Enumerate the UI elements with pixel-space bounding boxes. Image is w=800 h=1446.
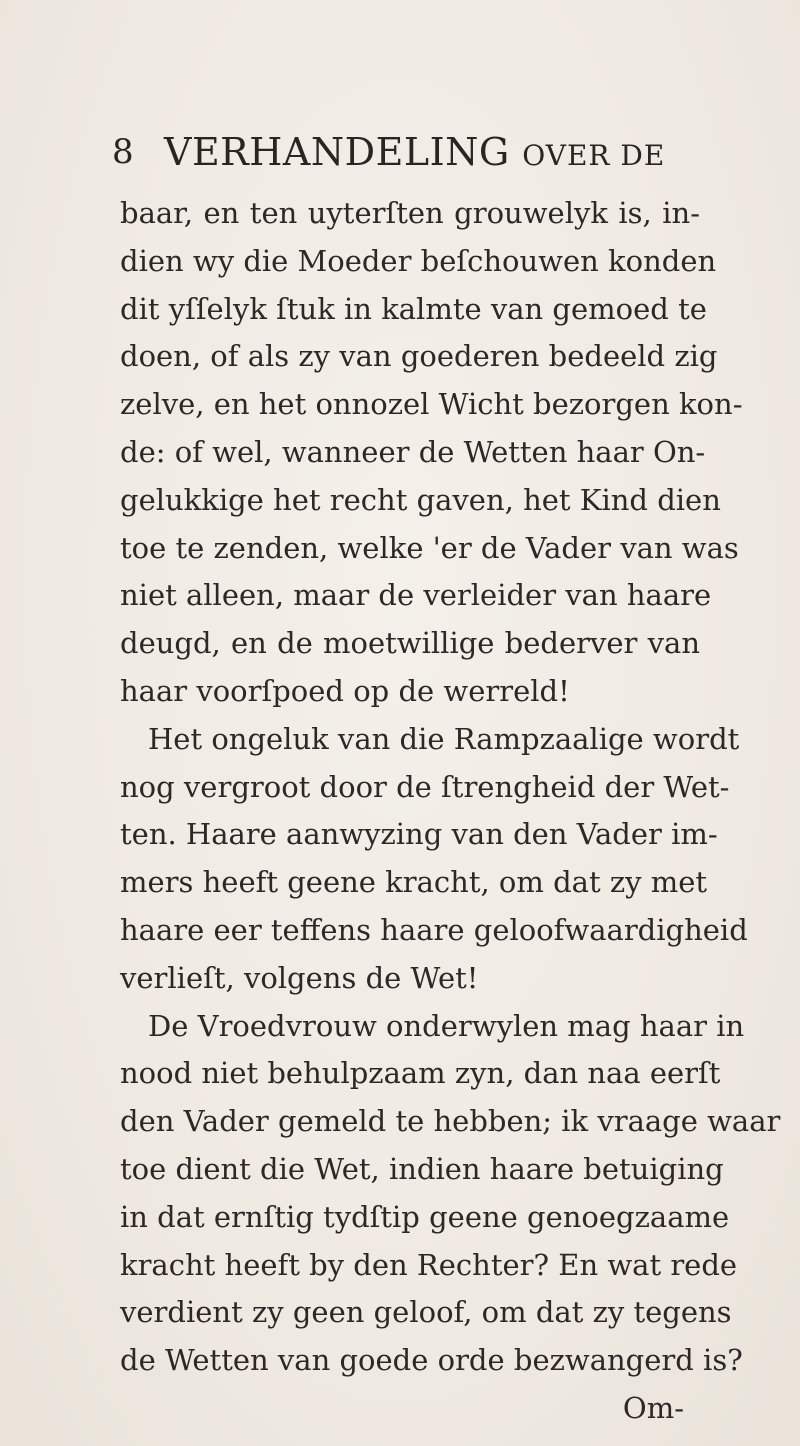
text-line: dit yſſelyk ſtuk in kalmte van gemoed te bbox=[120, 291, 707, 326]
text-line: niet alleen, maar de verleider van haare bbox=[120, 578, 712, 613]
text-line: nog vergroot door de ſtrengheid der Wet- bbox=[120, 769, 730, 804]
text-line: dien wy die Moeder beſchouwen konden bbox=[120, 243, 717, 278]
text-line: de Wetten van goede orde bezwangerd is? bbox=[120, 1343, 743, 1378]
text-line: mers heeft geene kracht, om dat zy met bbox=[120, 865, 708, 900]
text-line: Het ongeluk van die Rampzaalige wordt bbox=[148, 721, 740, 756]
running-head-small: OVER DE bbox=[522, 139, 666, 172]
text-line: ten. Haare aanwyzing van den Vader im- bbox=[120, 817, 718, 852]
text-line: verlieſt, volgens de Wet! bbox=[120, 960, 479, 995]
text-line: toe te zenden, welke 'er de Vader van was bbox=[120, 530, 739, 565]
text-line: nood niet behulpzaam zyn, dan naa eerſt bbox=[120, 1056, 721, 1091]
running-head bbox=[164, 130, 665, 174]
text-line: zelve, en het onnozel Wicht bezorgen kon- bbox=[120, 387, 743, 422]
text-line: deugd, en de moetwillige bederver van bbox=[120, 626, 700, 661]
text-line: toe dient die Wet, indien haare betuiging bbox=[120, 1151, 724, 1186]
text-line: haar voorſpoed op de werreld! bbox=[120, 673, 570, 708]
text-line: in dat ernſtig tydſtip geene genoegzaame bbox=[120, 1199, 730, 1234]
running-head-main: VERHANDELING bbox=[164, 130, 510, 174]
text-line: haare eer teffens haare geloofwaardigheid bbox=[120, 912, 748, 947]
text-line: den Vader gemeld te hebben; ik vraage waar bbox=[120, 1104, 781, 1139]
page-number: 8 bbox=[112, 132, 134, 172]
text-line: baar, en ten uyterſten grouwelyk is, in- bbox=[120, 196, 700, 230]
text-line: de: of wel, wanneer de Wetten haar On- bbox=[120, 434, 706, 469]
text-line: verdient zy geen geloof, om dat zy tegens bbox=[120, 1295, 732, 1330]
catchword: Om- bbox=[622, 1390, 684, 1425]
text-line: De Vroedvrouw onderwylen mag haar in bbox=[148, 1008, 745, 1043]
page-header bbox=[112, 128, 672, 180]
text-line: kracht heeft by den Rechter? En wat rede bbox=[120, 1247, 738, 1282]
text-line: gelukkige het recht gaven, het Kind dien bbox=[120, 482, 721, 517]
text-line: doen, of als zy van goederen bedeeld zig bbox=[120, 339, 718, 374]
body-text bbox=[120, 190, 781, 1433]
